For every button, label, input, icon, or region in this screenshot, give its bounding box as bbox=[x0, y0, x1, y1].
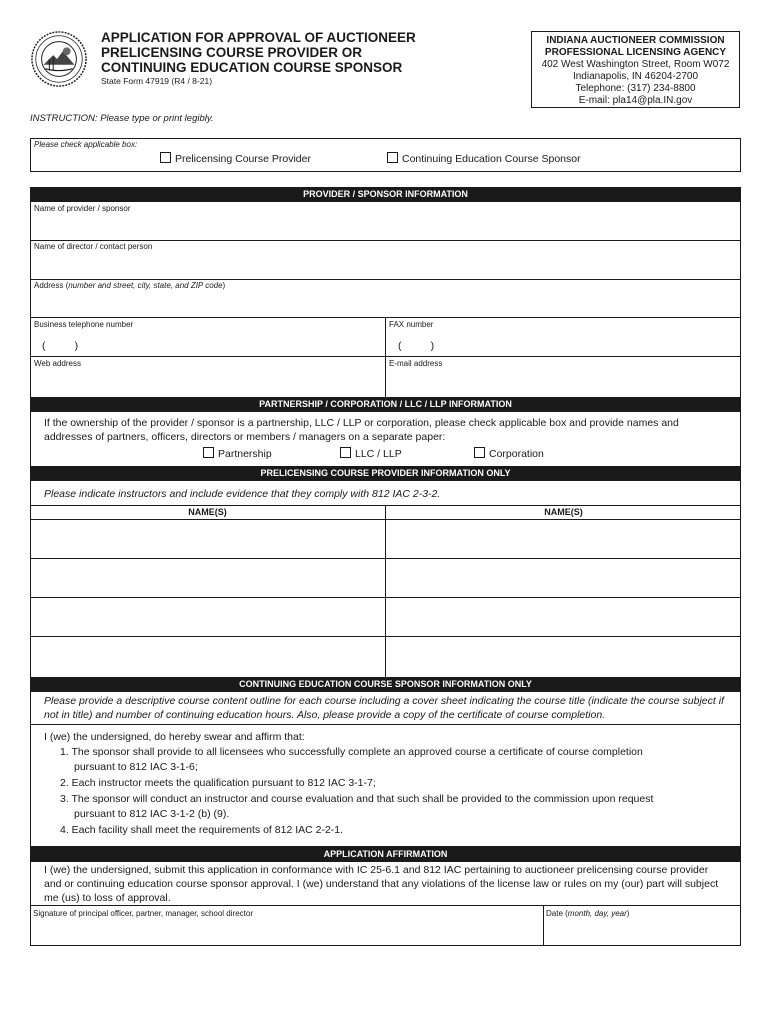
continuing-education-heading: CONTINUING EDUCATION COURSE SPONSOR INFORMATION ONLY bbox=[30, 677, 741, 692]
instructor-name-field[interactable] bbox=[31, 598, 384, 636]
web-address-label: Web address bbox=[34, 359, 81, 368]
title-line-3: CONTINUING EDUCATION COURSE SPONSOR bbox=[101, 60, 403, 75]
agency-email: E-mail: pla14@pla.IN.gov bbox=[578, 95, 693, 106]
director-name-field[interactable] bbox=[31, 252, 740, 278]
fax-label: FAX number bbox=[389, 320, 434, 329]
agency-phone: Telephone: (317) 234-8800 bbox=[575, 83, 696, 94]
names-column-header-right: NAME(S) bbox=[544, 507, 583, 517]
affirm-item-2: 2. Each instructor meets the qualification pursuant to 812 IAC 3-1-7; bbox=[60, 777, 376, 789]
divider bbox=[30, 240, 741, 241]
signature-label: Signature of principal officer, partner, manager, school director bbox=[33, 909, 253, 918]
date-field[interactable] bbox=[545, 920, 740, 945]
continuing-education-option[interactable] bbox=[387, 152, 581, 165]
instructor-name-field[interactable] bbox=[387, 520, 740, 558]
corporation-option[interactable] bbox=[474, 447, 544, 460]
prelicensing-checkbox[interactable] bbox=[160, 152, 171, 163]
application-affirmation-heading: APPLICATION AFFIRMATION bbox=[30, 847, 741, 862]
affirm-item-1: 1. The sponsor shall provide to all licensees who successfully complete an approved course a certificate of course completion bbox=[60, 746, 643, 758]
title-line-1: APPLICATION FOR APPROVAL OF AUCTIONEER bbox=[101, 30, 416, 45]
business-phone-field[interactable]: ( ) bbox=[42, 340, 79, 352]
llc-llp-option-label: LLC / LLP bbox=[355, 448, 402, 460]
instructor-name-field[interactable] bbox=[31, 637, 384, 676]
names-column-header-left: NAME(S) bbox=[188, 507, 227, 517]
agency-city: Indianapolis, IN 46204-2700 bbox=[572, 71, 699, 82]
llc-llp-checkbox[interactable] bbox=[340, 447, 351, 458]
agency-name: PROFESSIONAL LICENSING AGENCY bbox=[544, 47, 727, 58]
web-address-field[interactable] bbox=[31, 369, 384, 396]
check-box-label: Please check applicable box: bbox=[34, 140, 138, 149]
prelicensing-instructions: Please indicate instructors and include evidence that they comply with 812 IAC 2-3-2. bbox=[44, 488, 441, 500]
continuing-education-option-label: Continuing Education Course Sponsor bbox=[402, 153, 581, 165]
divider bbox=[30, 905, 741, 906]
divider bbox=[30, 724, 741, 725]
instructor-name-field[interactable] bbox=[387, 598, 740, 636]
email-field[interactable] bbox=[387, 369, 740, 396]
instruction-text: INSTRUCTION: Please type or print legibly. bbox=[30, 113, 214, 124]
divider bbox=[30, 279, 741, 280]
corporation-checkbox[interactable] bbox=[474, 447, 485, 458]
prelicensing-option[interactable] bbox=[160, 152, 311, 165]
instructor-name-field[interactable] bbox=[387, 637, 740, 676]
partnership-checkbox[interactable] bbox=[203, 447, 214, 458]
fax-field[interactable]: ( ) bbox=[398, 340, 435, 352]
director-name-label: Name of director / contact person bbox=[34, 242, 153, 251]
prelicensing-option-label: Prelicensing Course Provider bbox=[175, 153, 311, 165]
affirm-intro: I (we) the undersigned, do hereby swear and affirm that: bbox=[44, 731, 305, 743]
address-field[interactable] bbox=[31, 291, 740, 317]
state-seal-logo bbox=[30, 30, 88, 88]
instructor-name-field[interactable] bbox=[31, 520, 384, 558]
llc-llp-option[interactable] bbox=[340, 447, 402, 460]
partnership-heading: PARTNERSHIP / CORPORATION / LLC / LLP INFORMATION bbox=[30, 397, 741, 412]
agency-address-box bbox=[531, 31, 740, 108]
instructor-name-field[interactable] bbox=[31, 559, 384, 597]
affirm-item-1-cont: pursuant to 812 IAC 3-1-6; bbox=[74, 761, 198, 773]
corporation-option-label: Corporation bbox=[489, 448, 544, 460]
title-line-2: PRELICENSING COURSE PROVIDER OR bbox=[101, 45, 363, 60]
agency-street: 402 West Washington Street, Room W072 bbox=[541, 59, 730, 70]
continuing-education-checkbox[interactable] bbox=[387, 152, 398, 163]
column-divider bbox=[543, 905, 544, 946]
state-form-number: State Form 47919 (R4 / 8-21) bbox=[101, 76, 213, 86]
affirm-item-3: 3. The sponsor will conduct an instructor and course evaluation and that such shall be provided to the commission upon request bbox=[60, 793, 654, 805]
address-label: Address (number and street, city, state, and ZIP code) bbox=[34, 281, 226, 290]
prelicensing-heading: PRELICENSING COURSE PROVIDER INFORMATION ONLY bbox=[30, 466, 741, 481]
agency-commission: INDIANA AUCTIONEER COMMISSION bbox=[546, 35, 725, 46]
signature-field[interactable] bbox=[31, 920, 542, 945]
email-label: E-mail address bbox=[389, 359, 443, 368]
continuing-education-instructions: Please provide a descriptive course content outline for each course including a cover sheet indicating the course title (indicate the course subject if not in title) and number of continuing education hours. Also, please provide a copy of the certificate of course completion. bbox=[44, 695, 724, 721]
column-divider bbox=[385, 505, 386, 677]
business-phone-label: Business telephone number bbox=[34, 320, 134, 329]
provider-name-field[interactable] bbox=[31, 214, 740, 240]
instructor-name-field[interactable] bbox=[387, 559, 740, 597]
partnership-option-label: Partnership bbox=[218, 448, 272, 460]
column-divider bbox=[385, 317, 386, 397]
provider-name-label: Name of provider / sponsor bbox=[34, 204, 131, 213]
form-title bbox=[101, 30, 501, 75]
provider-info-heading: PROVIDER / SPONSOR INFORMATION bbox=[30, 187, 741, 202]
partnership-instructions: If the ownership of the provider / sponsor is a partnership, LLC / LLP or corporation, please check applicable box and provide names and addresses of partners, officers, directors or members / managers on a separate paper: bbox=[44, 417, 679, 443]
affirmation-text: I (we) the undersigned, submit this application in conformance with IC 25-6.1 and 812 IAC pertaining to auctioneer prelicensing course provider and or continuing education course sponsor approval. I (we) understand that any violations of the license law or rules on my (our) part will subject me (us) to loss of approval. bbox=[44, 864, 719, 904]
partnership-option[interactable] bbox=[203, 447, 272, 460]
affirm-item-4: 4. Each facility shall meet the requirements of 812 IAC 2-2-1. bbox=[60, 824, 344, 836]
divider bbox=[30, 356, 741, 357]
affirm-item-3-cont: pursuant to 812 IAC 3-1-2 (b) (9). bbox=[74, 808, 230, 820]
date-label: Date (month, day, year) bbox=[546, 909, 630, 918]
